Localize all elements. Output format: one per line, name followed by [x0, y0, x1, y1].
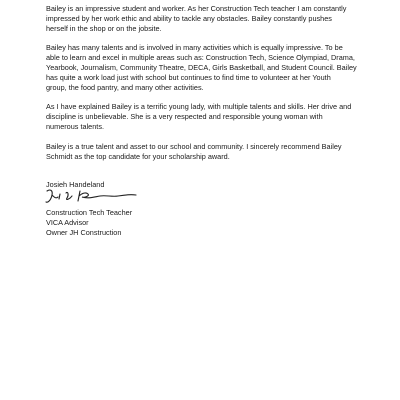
signer-title-line: VICA Advisor	[46, 218, 89, 227]
paragraph-line: has quite a work load just with school but continues to find time to volunteer at her Youth	[46, 72, 331, 82]
paragraph-line: Bailey is a true talent and asset to our school and community. I sincerely recommend Bailey	[46, 141, 342, 151]
paragraph-line: Bailey has many talents and is involved in many activities which is equally impressive. To be	[46, 43, 343, 53]
handwritten-signature	[44, 185, 139, 207]
paragraph-line: group, the food pantry, and many other activities.	[46, 82, 204, 92]
paragraph-3	[46, 102, 386, 131]
paragraph-line: numerous talents.	[46, 121, 105, 131]
signer-titles	[46, 208, 132, 238]
paragraph-line: discipline is unbelievable. She is a very respected and responsible young woman with	[46, 112, 323, 122]
signer-title-line: Construction Tech Teacher	[46, 208, 133, 217]
signer-name: Josieh Handeland	[46, 180, 105, 189]
paragraph-line: Bailey is an impressive student and worker. As her Construction Tech teacher I am constantly	[46, 4, 347, 13]
paragraph-line: Schmidt as the top candidate for your scholarship award.	[46, 151, 230, 161]
signer-title-line: Owner JH Construction	[46, 228, 122, 237]
paragraph-line: Yearbook, Journalism, Community Theatre, DECA, Girls Basketball, and Student Council. Bailey	[46, 62, 357, 72]
paragraph-line: impressed by her work ethic and ability to tackle any obstacles. Bailey constantly pushes	[46, 13, 332, 23]
paragraph-2	[46, 43, 386, 92]
paragraph-4	[46, 142, 386, 162]
paragraph-1	[46, 4, 386, 33]
paragraph-line: able to learn and excel in multiple areas such as: Construction Tech, Science Olympiad, Drama,	[46, 53, 355, 63]
letter-body	[46, 4, 386, 171]
paragraph-line: As I have explained Bailey is a terrific young lady, with multiple talents and skills. Her drive and	[46, 102, 352, 112]
paragraph-line: herself in the shop or on the jobsite.	[46, 23, 162, 33]
